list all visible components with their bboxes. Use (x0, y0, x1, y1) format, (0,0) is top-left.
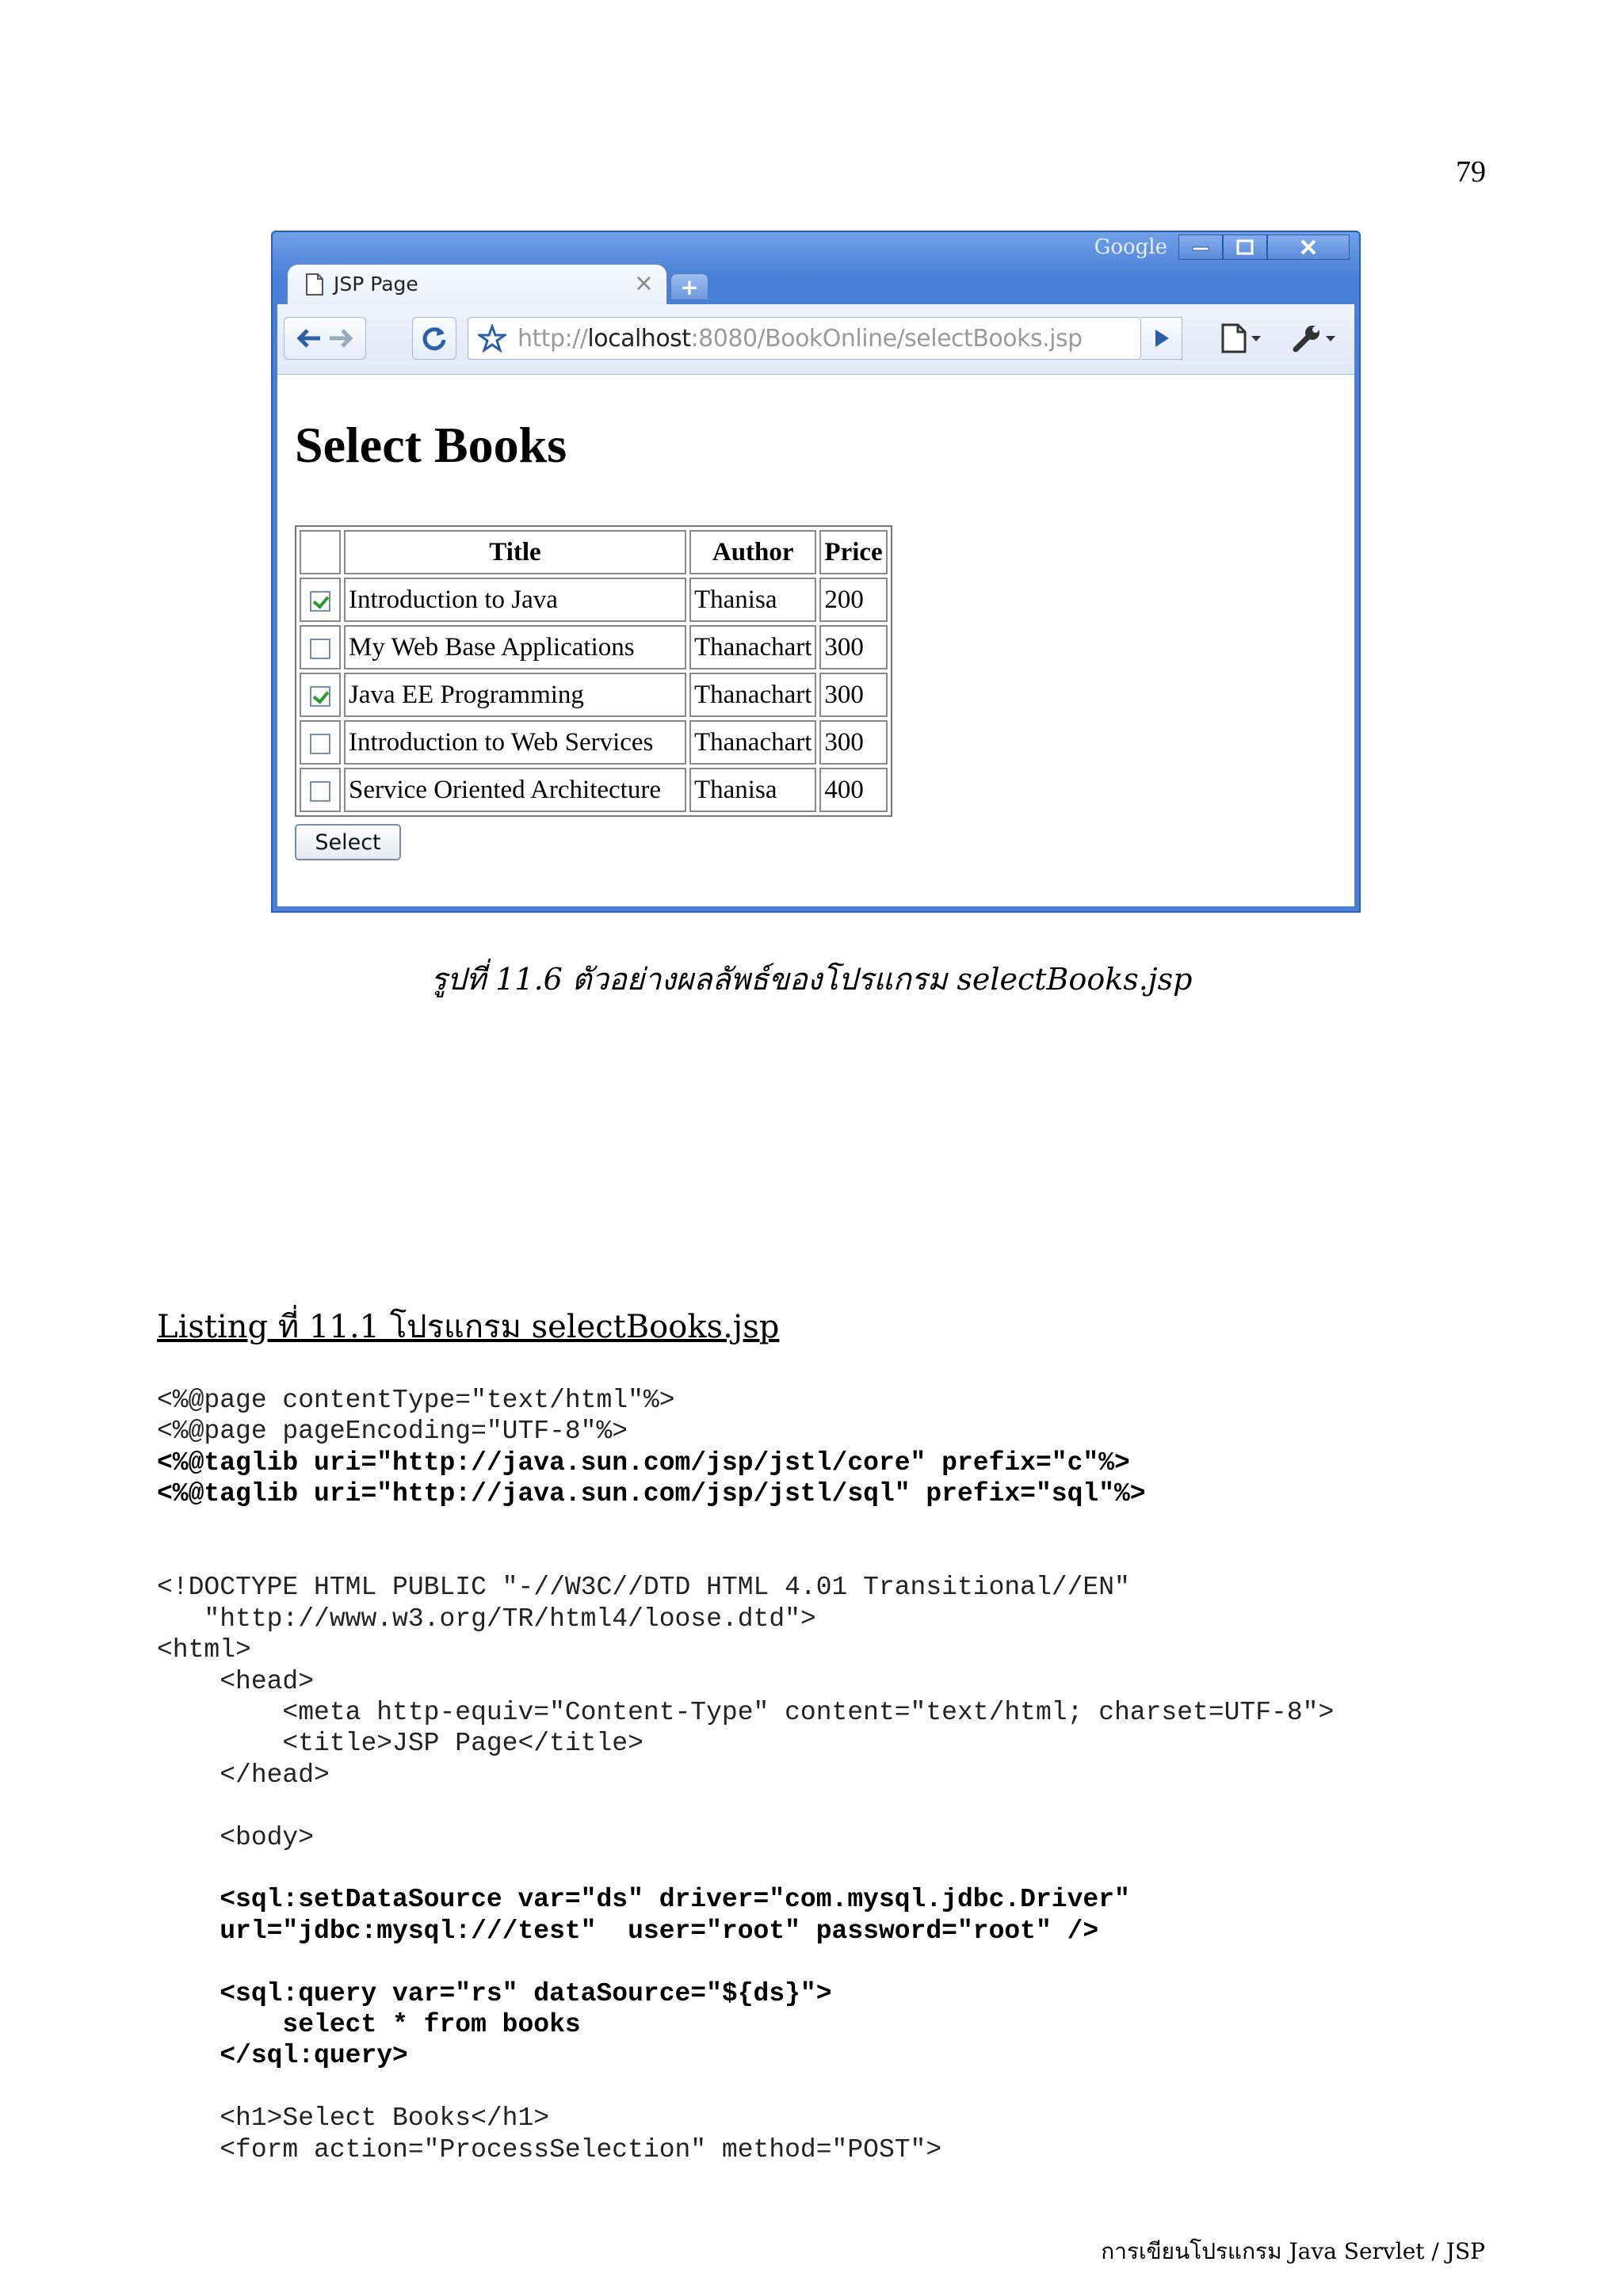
book-checkbox[interactable] (310, 781, 330, 802)
code-listing (157, 1385, 1334, 2165)
book-price: 200 (819, 578, 887, 622)
plus-icon: + (680, 273, 699, 300)
code-line: <body> (157, 1822, 315, 1852)
wrench-icon (1292, 323, 1322, 353)
code-line: <%@taglib uri="http://java.sun.com/jsp/jstl/sql" prefix="sql"%> (157, 1479, 1146, 1509)
close-button[interactable] (1267, 235, 1350, 260)
table-row (300, 768, 888, 812)
code-line: select * from books (157, 2010, 581, 2040)
code-line (157, 2072, 1334, 2103)
row-select-cell (300, 625, 341, 669)
code-line: <%@page contentType="text/html"%> (157, 1386, 675, 1415)
select-button[interactable]: Select (295, 824, 401, 860)
browser-toolbar (277, 304, 1354, 375)
book-title: Introduction to Web Services (344, 720, 686, 765)
tab-close-icon[interactable]: × (633, 269, 654, 297)
book-title: Service Oriented Architecture (344, 768, 686, 812)
google-label: Google (1094, 235, 1167, 259)
row-select-cell (300, 673, 341, 717)
code-line: <%@page pageEncoding="UTF-8"%> (157, 1417, 628, 1447)
table-row (300, 720, 888, 765)
code-line: <%@taglib uri="http://java.sun.com/jsp/jstl/core" prefix="c"%> (157, 1447, 1130, 1478)
code-line: </sql:query> (157, 2041, 408, 2071)
url-host: localhost (587, 325, 691, 353)
maximize-button[interactable] (1223, 235, 1267, 260)
reload-icon (420, 324, 449, 353)
table-row (300, 578, 888, 622)
settings-menu-button[interactable] (1292, 322, 1336, 355)
code-line: <title>JSP Page</title> (157, 1729, 643, 1759)
book-checkbox[interactable] (310, 639, 330, 659)
code-line: <!DOCTYPE HTML PUBLIC "-//W3C//DTD HTML 4.01 Transitional//EN" (157, 1573, 1130, 1603)
bookmark-star-icon[interactable] (478, 324, 506, 353)
minimize-icon (1192, 243, 1209, 251)
code-line (157, 1510, 1334, 1541)
maximize-icon (1236, 239, 1254, 255)
header-select (300, 530, 341, 574)
back-forward-buttons (284, 317, 366, 360)
table-row (300, 625, 888, 669)
book-price: 300 (819, 673, 887, 717)
minimize-button[interactable] (1178, 235, 1223, 260)
code-line: <head> (157, 1666, 315, 1696)
code-line (157, 1853, 1334, 1884)
code-line: <html> (157, 1635, 251, 1665)
books-table (295, 525, 892, 817)
address-bar[interactable] (468, 317, 1141, 360)
chevron-down-icon (1325, 334, 1336, 342)
listing-heading: Listing ที่ 11.1 โปรแกรม selectBooks.jsp (157, 1309, 780, 1345)
reload-button[interactable] (412, 317, 456, 360)
page-footer: การเขียนโปรแกรม Java Servlet / JSP (1101, 2238, 1485, 2264)
back-icon[interactable] (293, 326, 325, 350)
url-path: :8080/BookOnline/selectBooks.jsp (690, 325, 1083, 353)
table-row (300, 673, 888, 717)
new-tab-button[interactable] (670, 273, 708, 300)
table-header-row (300, 530, 888, 574)
code-line: <form action="ProcessSelection" method="POST"> (157, 2134, 942, 2164)
book-checkbox[interactable] (310, 591, 330, 612)
row-select-cell (300, 768, 341, 812)
url-prefix: http:// (517, 325, 588, 353)
books-table-body (300, 578, 888, 812)
code-line: url="jdbc:mysql:///test" user="root" password="root" /> (157, 1916, 1099, 1946)
code-line: "http://www.w3.org/TR/html4/loose.dtd"> (157, 1604, 816, 1634)
figure-caption: รูปที่ 11.6 ตัวอย่างผลลัพธ์ของโปรแกรม selectBooks.jsp (430, 962, 1193, 997)
book-author: Thanisa (689, 578, 816, 622)
book-checkbox[interactable] (310, 686, 330, 707)
book-title: Introduction to Java (344, 578, 686, 622)
url-text (517, 325, 1083, 353)
page-menu-button[interactable] (1220, 322, 1262, 355)
browser-window (271, 231, 1361, 913)
code-line: <h1>Select Books</h1> (157, 2103, 550, 2134)
row-select-cell (300, 578, 341, 622)
page-content (277, 375, 1354, 906)
book-author: Thanachart (689, 720, 816, 765)
code-line: <meta http-equiv="Content-Type" content="text/html; charset=UTF-8"> (157, 1698, 1335, 1728)
code-line: <sql:setDataSource var="ds" driver="com.mysql.jdbc.Driver" (157, 1885, 1130, 1915)
row-select-cell (300, 720, 341, 765)
header-author: Author (689, 530, 816, 574)
code-line (157, 1947, 1334, 1978)
page-number: 79 (1456, 155, 1486, 189)
page-icon (305, 273, 324, 296)
tab-title: JSP Page (334, 273, 418, 296)
code-line (157, 1541, 1334, 1572)
page-heading: Select Books (295, 417, 567, 473)
header-title: Title (344, 530, 686, 574)
book-price: 300 (819, 625, 887, 669)
window-controls (1094, 235, 1350, 260)
book-price: 300 (819, 720, 887, 765)
page-menu-icon (1220, 323, 1247, 353)
tab-jsp-page[interactable] (287, 264, 667, 305)
book-checkbox[interactable] (310, 734, 330, 754)
close-icon (1300, 239, 1317, 255)
book-title: Java EE Programming (344, 673, 686, 717)
book-author: Thanachart (689, 625, 816, 669)
header-price: Price (819, 530, 887, 574)
code-line (157, 1791, 1334, 1821)
book-title: My Web Base Applications (344, 625, 686, 669)
code-line: </head> (157, 1760, 330, 1790)
play-icon (1153, 328, 1170, 349)
code-line: <sql:query var="rs" dataSource="${ds}"> (157, 1978, 832, 2008)
chevron-down-icon (1251, 334, 1262, 342)
book-author: Thanisa (689, 768, 816, 812)
forward-icon[interactable] (325, 326, 357, 350)
book-author: Thanachart (689, 673, 816, 717)
go-button[interactable] (1141, 317, 1182, 360)
book-price: 400 (819, 768, 887, 812)
